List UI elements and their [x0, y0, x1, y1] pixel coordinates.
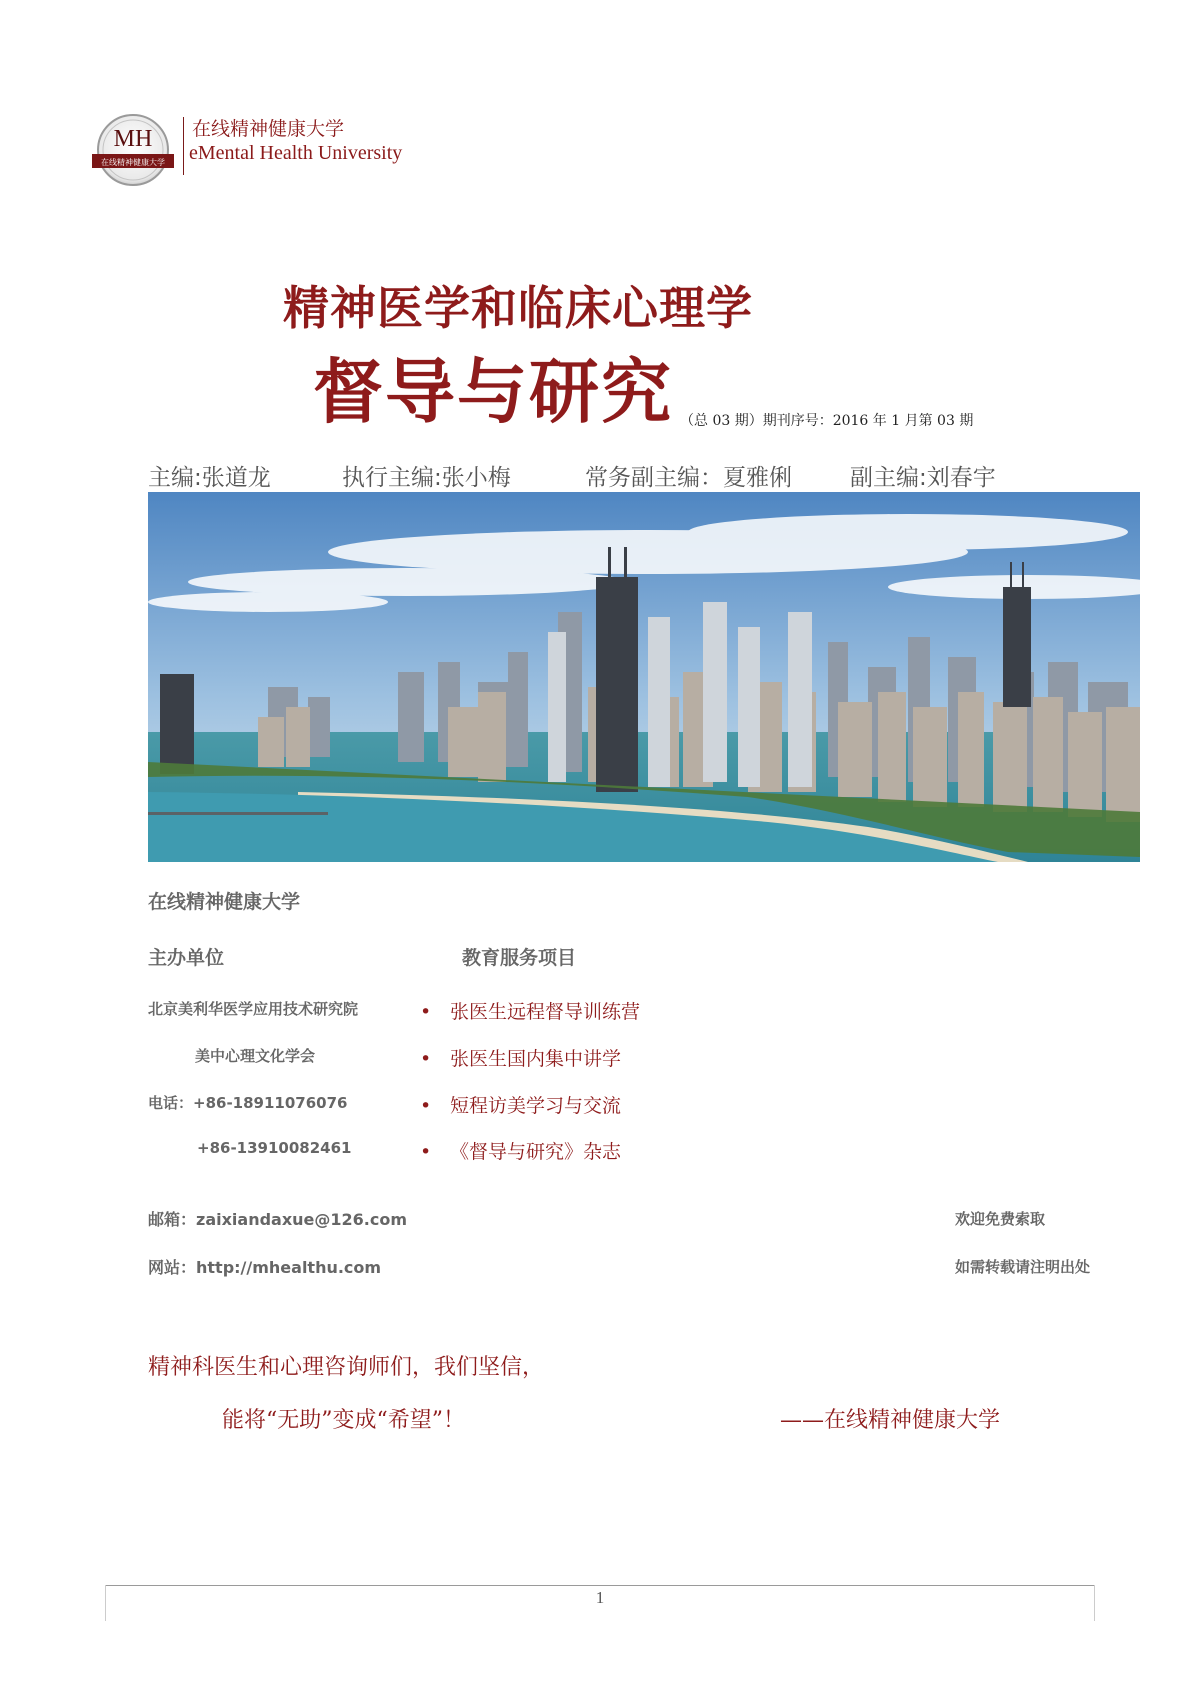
deputy-editor: 副主编:刘春宇 [850, 465, 996, 491]
page-number: 1 [595, 1588, 605, 1607]
service-item: • 短程访美学习与交流 [420, 1095, 622, 1117]
service-item: • 《督导与研究》杂志 [420, 1141, 622, 1163]
bullet-icon: • [420, 1001, 432, 1023]
logo-name-cn: 在线精神健康大学 [192, 118, 345, 140]
editor-in-chief: 主编:张道龙 [148, 465, 271, 491]
bullet-icon: • [420, 1048, 432, 1070]
issue-info: （总 03 期）期刊序号：2016 年 1 月第 03 期 [680, 413, 974, 429]
footer-edge-right [1094, 1585, 1095, 1621]
logo-ribbon-text: 在线精神健康大学 [101, 158, 165, 167]
slogan-line-2: 能将“无助”变成“希望”！ [222, 1408, 465, 1433]
logo-divider [183, 117, 184, 175]
organization-name: 在线精神健康大学 [148, 891, 301, 913]
host-institute: 北京美利华医学应用技术研究院 [148, 1000, 359, 1018]
services-heading: 教育服务项目 [462, 947, 577, 969]
city-skyline-image [148, 492, 1140, 862]
slogan-signature: ——在线精神健康大学 [780, 1408, 1001, 1433]
free-copy-note: 欢迎免费索取 [955, 1210, 1046, 1228]
executive-editor: 执行主编:张小梅 [342, 465, 511, 491]
managing-deputy-editor: 常务副主编：夏雅俐 [585, 465, 792, 491]
bullet-icon: • [420, 1095, 432, 1117]
website-contact: 网站：http://mhealthu.com [148, 1258, 382, 1277]
logo-mark-text: MH [113, 126, 153, 152]
bullet-icon: • [420, 1141, 432, 1163]
reprint-note: 如需转载请注明出处 [955, 1258, 1091, 1276]
journal-subtitle: 督导与研究 [313, 350, 673, 433]
email-contact: 邮箱：zaixiandaxue@126.com [148, 1210, 408, 1229]
journal-title: 精神医学和临床心理学 [283, 281, 753, 335]
host-unit-heading: 主办单位 [148, 947, 225, 969]
service-item: • 张医生远程督导训练营 [420, 1001, 641, 1023]
phone-secondary: +86-13910082461 [197, 1139, 352, 1157]
phone-primary: 电话：+86-18911076076 [148, 1094, 348, 1112]
service-item: • 张医生国内集中讲学 [420, 1048, 622, 1070]
footer-edge-left [105, 1585, 106, 1621]
logo-mark-icon [90, 112, 176, 188]
host-society: 美中心理文化学会 [195, 1047, 316, 1065]
footer-divider [105, 1585, 1095, 1586]
slogan-line-1: 精神科医生和心理咨询师们，我们坚信， [148, 1355, 545, 1380]
logo-name-en: eMental Health University [189, 142, 403, 164]
